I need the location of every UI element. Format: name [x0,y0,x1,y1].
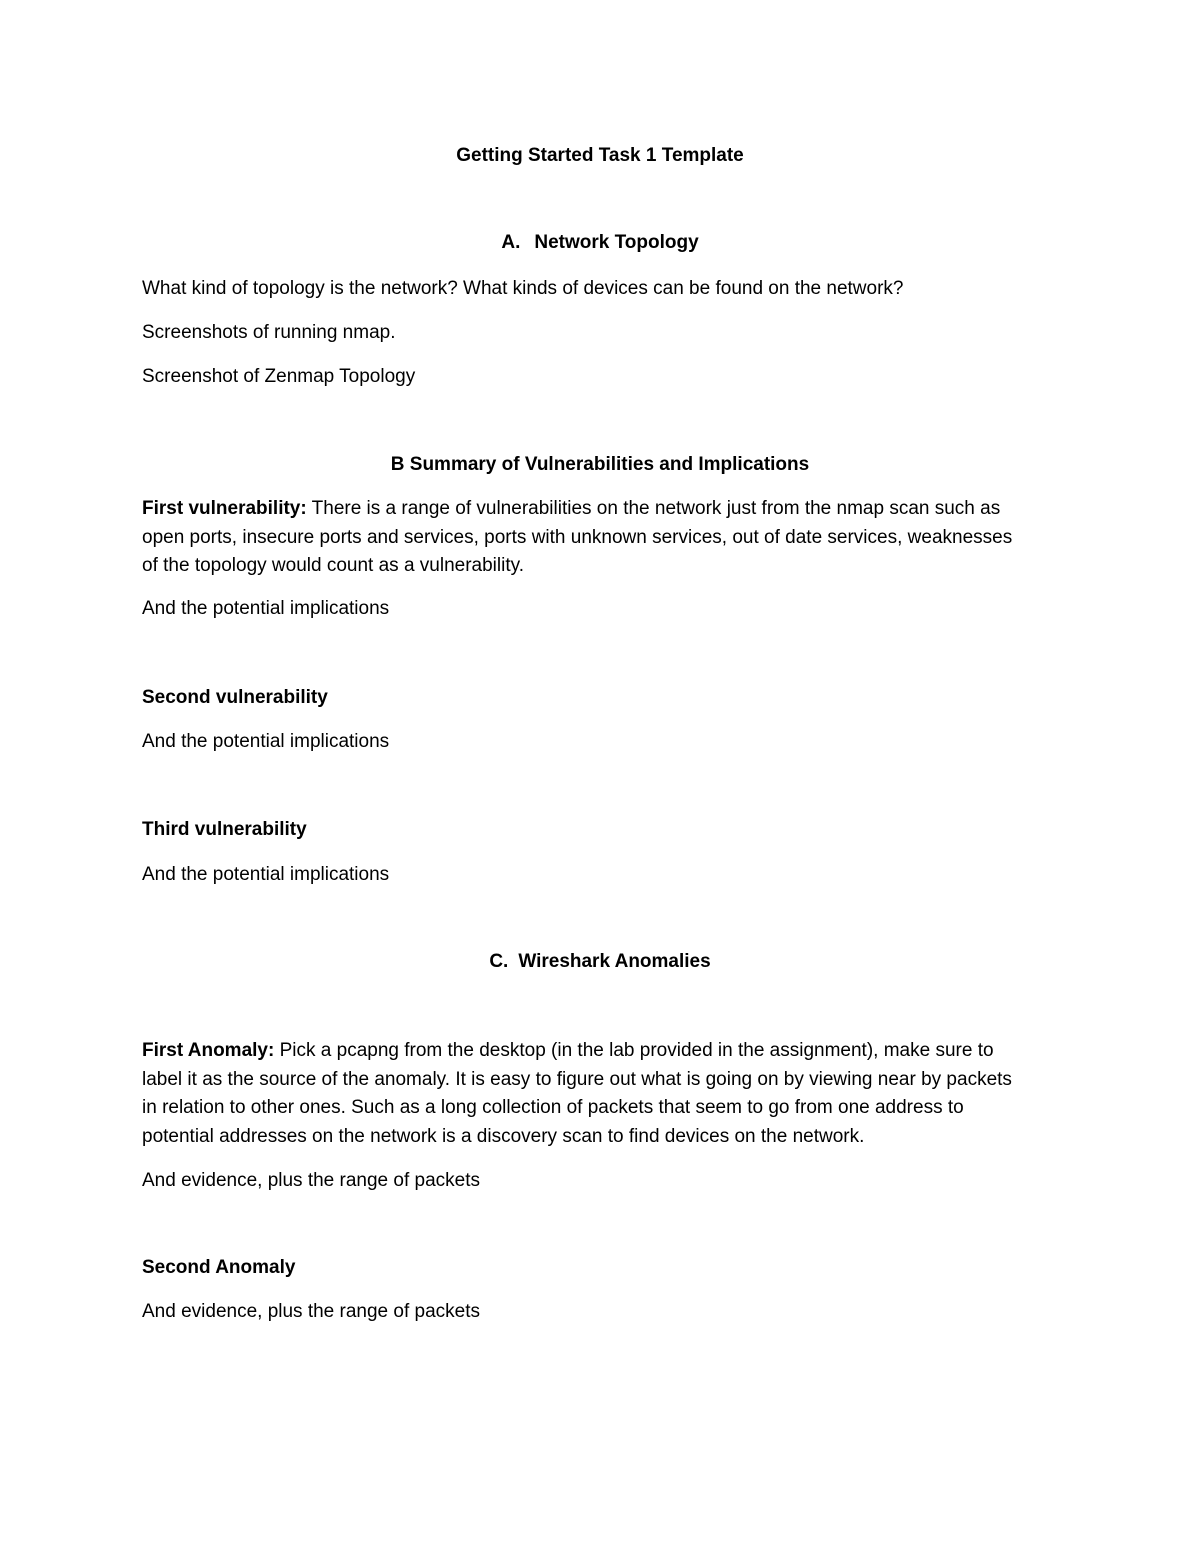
first-anomaly-text-2: label it as the source of the anomaly. It is easy to figure out what is going on by viewing near by packets [142,1068,1012,1090]
second-vulnerability-implications: And the potential implications [142,731,390,752]
first-anomaly-evidence: And evidence, plus the range of packets [142,1170,481,1191]
section-c-letter: C. [489,951,509,972]
document-title: Getting Started Task 1 Template [456,145,744,166]
first-anomaly-line-1 [142,1037,1012,1066]
first-anomaly-text-3: in relation to other ones. Such as a long collection of packets that seem to go from one address to [142,1097,964,1118]
section-a-title: Network Topology [534,232,699,253]
topology-question: What kind of topology is the network? What kinds of devices can be found on the network? [142,278,904,299]
first-anomaly-text-4: potential addresses on the network is a discovery scan to find devices on the network. [142,1125,865,1147]
first-vulnerability-label: First vulnerability: [142,498,307,519]
second-anomaly-label: Second Anomaly [142,1257,296,1278]
section-a-heading [0,229,1200,257]
section-b-heading: B Summary of Vulnerabilities and Implications [390,454,810,475]
first-anomaly-paragraph [142,1037,1012,1151]
nmap-screenshot-note: Screenshots of running nmap. [142,322,396,343]
second-vulnerability-label: Second vulnerability [142,687,328,708]
first-vulnerability-paragraph [142,495,1012,581]
second-anomaly-evidence: And evidence, plus the range of packets [142,1301,481,1322]
first-vulnerability-text-3: of the topology would count as a vulnerability. [142,555,524,576]
third-vulnerability-label: Third vulnerability [142,819,307,840]
third-vulnerability-implications: And the potential implications [142,864,390,885]
first-vulnerability-text-1: There is a range of vulnerabilities on the network just from the nmap scan such as [311,498,1001,519]
first-vulnerability-text-2: open ports, insecure ports and services, ports with unknown services, out of date services, weaknesses [142,526,1013,548]
section-c-heading [0,948,1200,976]
zenmap-screenshot-note: Screenshot of Zenmap Topology [142,366,416,387]
first-vulnerability-line-1 [142,495,1012,524]
section-a-letter: A. [501,232,521,253]
section-c-title: Wireshark Anomalies [518,951,711,972]
first-vulnerability-implications: And the potential implications [142,598,390,619]
first-anomaly-label: First Anomaly: [142,1040,275,1061]
first-anomaly-text-1: Pick a pcapng from the desktop (in the lab provided in the assignment), make sure to [279,1040,994,1061]
